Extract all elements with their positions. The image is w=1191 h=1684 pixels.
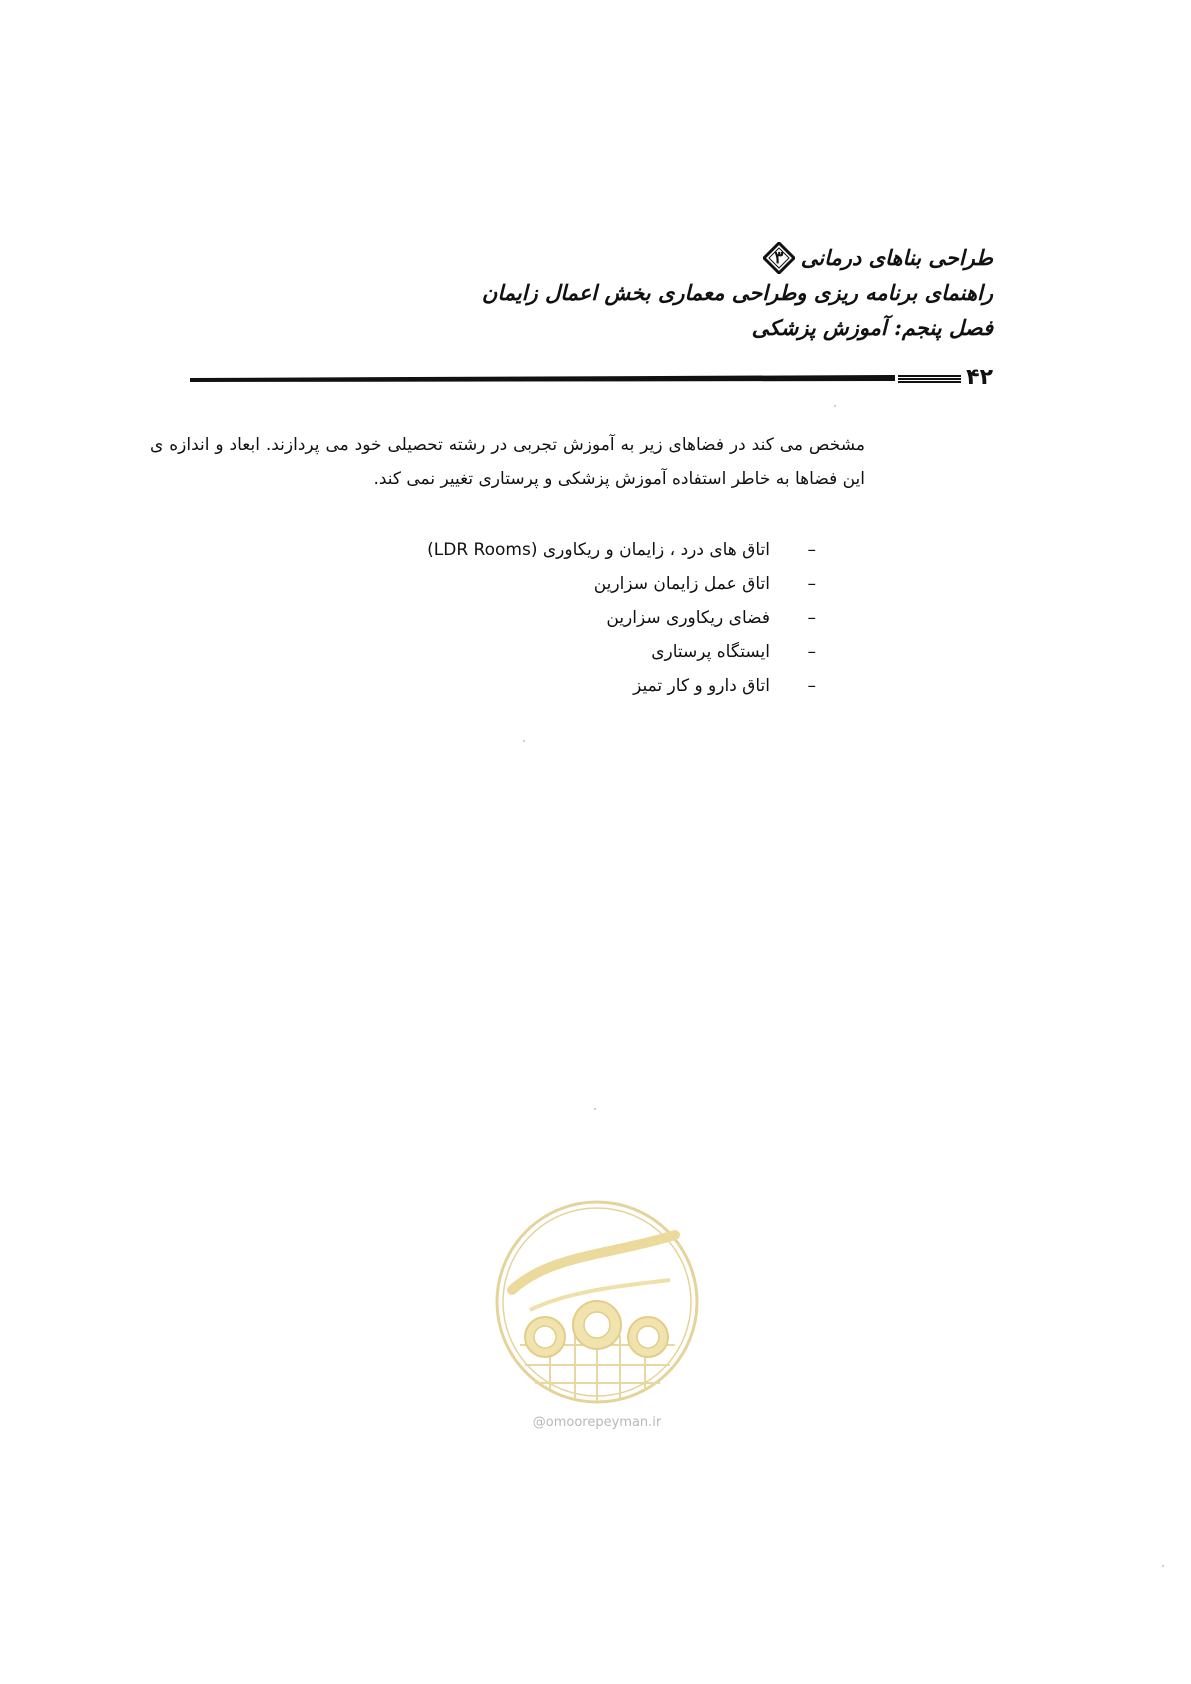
paragraph-text: مشخص می کند در فضاهای زیر به آموزش تجربی در رشته تحصیلی خود می پردازند. ابعاد و اندازه ی این فضاها به خاطر استفاده آموزش پزشکی و پرستاری تغییر نمی کند.: [150, 435, 865, 489]
dash-bullet: –: [807, 574, 816, 594]
header-rule: [190, 372, 961, 386]
seal-logo-icon: [490, 1195, 704, 1409]
scan-speck: [523, 740, 525, 742]
list-item-text: فضای ریکاوری سزارین: [606, 608, 770, 628]
seal-caption: @omoorepeyman.ir: [532, 1415, 662, 1430]
chapter-title: فصل پنجم: آموزش پزشکی: [751, 315, 993, 340]
list-item: [427, 601, 816, 635]
scan-speck: [1162, 1565, 1164, 1567]
book-title: [433, 240, 993, 275]
scan-speck: [834, 405, 836, 407]
list-item-text: ایستگاه پرستاری: [651, 642, 770, 662]
volume-badge: [763, 242, 795, 274]
dash-bullet: –: [807, 608, 816, 628]
book-subtitle: راهنمای برنامه ریزی وطراحی معماری بخش اعمال زایمان: [481, 280, 993, 305]
body-paragraph: [150, 428, 865, 496]
list-item: [427, 635, 816, 669]
dash-bullet: –: [807, 642, 816, 662]
document-header: [433, 240, 993, 345]
list-item-text: اتاق دارو و کار تمیز: [633, 676, 770, 696]
space-list: [427, 533, 816, 703]
book-title-text: طراحی بناهای درمانی: [800, 245, 993, 270]
page-number: ۴۲: [966, 365, 993, 390]
list-item: [427, 533, 816, 567]
dash-bullet: –: [807, 676, 816, 696]
volume-number: ۳: [774, 247, 784, 268]
list-item-text: اتاق عمل زایمان سزارین: [593, 574, 770, 594]
list-item: [427, 567, 816, 601]
list-item: [427, 669, 816, 703]
list-item-text: اتاق های درد ، زایمان و ریکاوری (LDR Rooms): [427, 540, 770, 560]
scan-speck: [594, 1108, 596, 1110]
header-rule-graphic: [190, 373, 961, 387]
watermark-seal: [490, 1195, 704, 1435]
dash-bullet: –: [807, 540, 816, 560]
